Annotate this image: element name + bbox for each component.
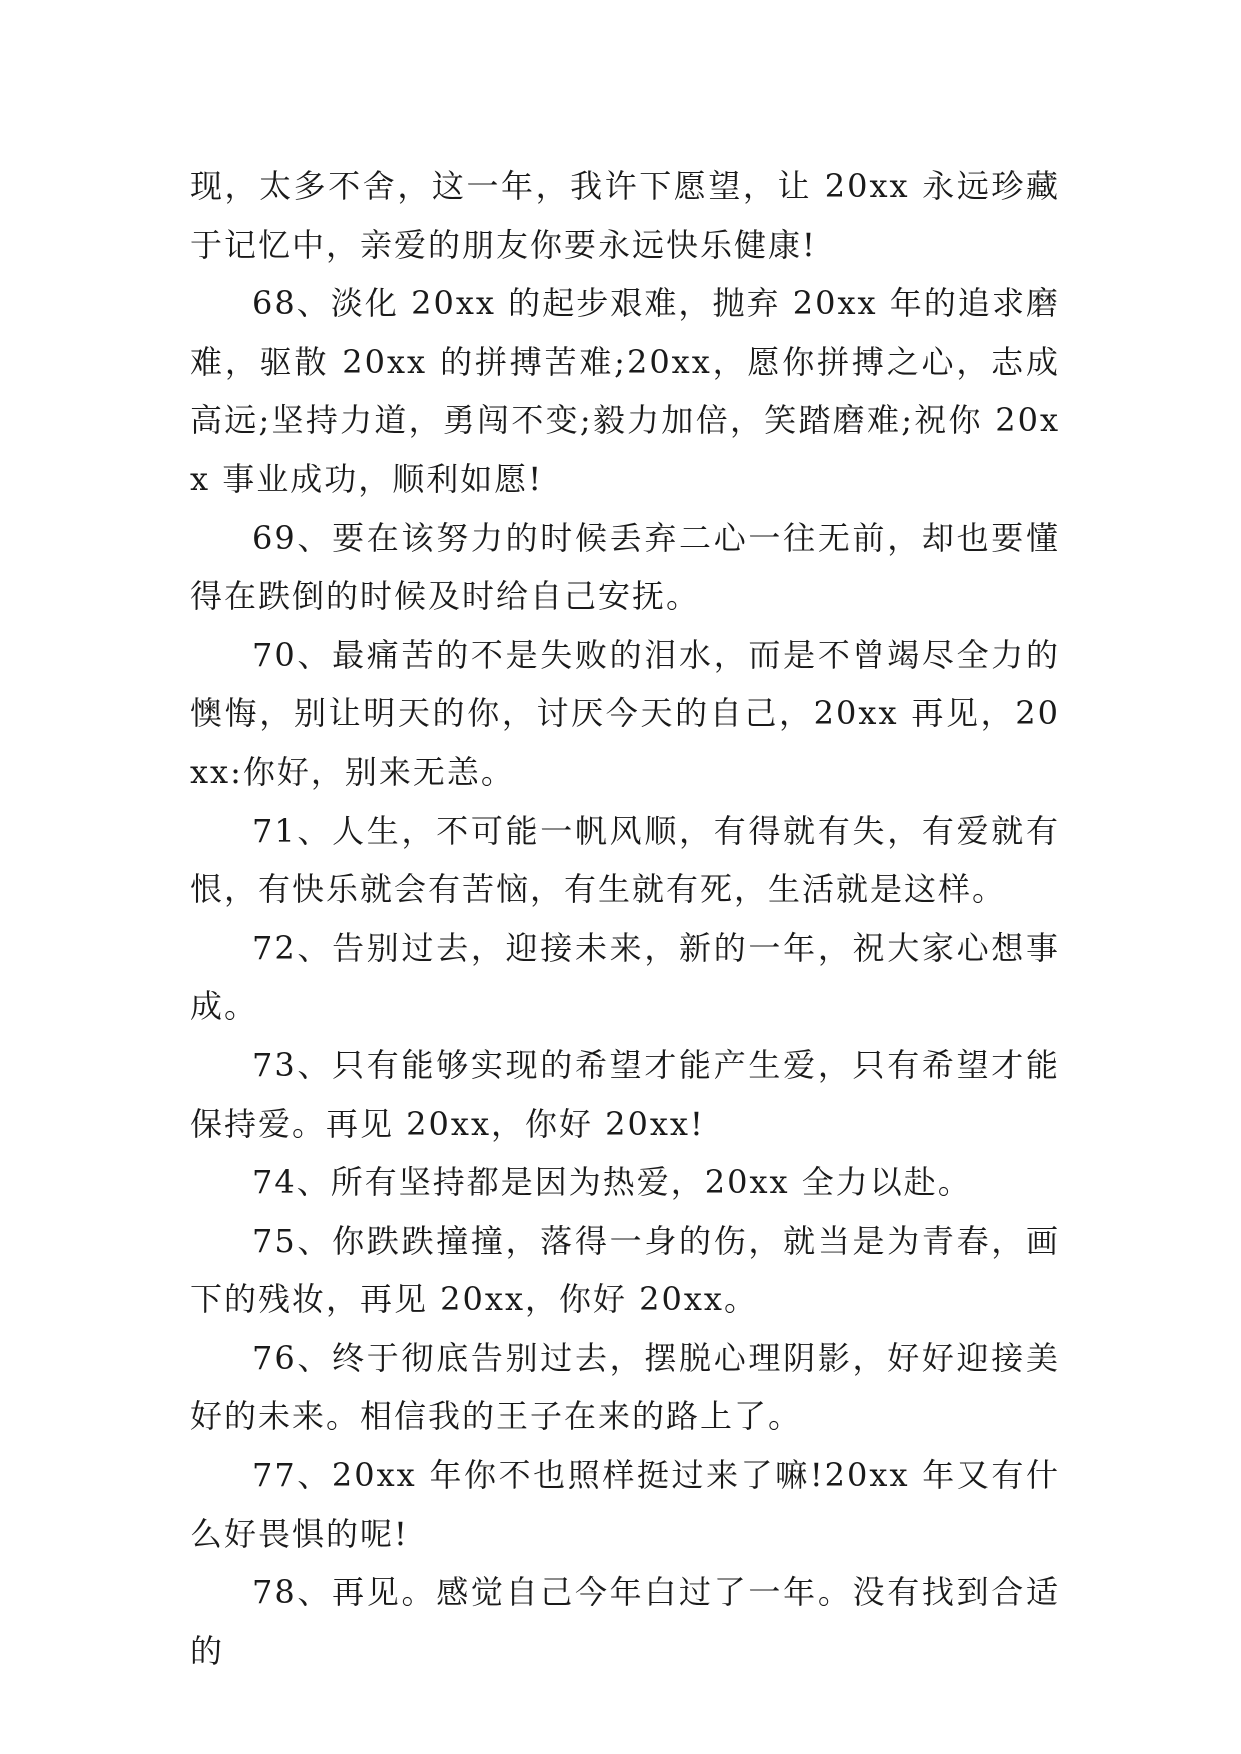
paragraph-76: 76、终于彻底告别过去，摆脱心理阴影，好好迎接美好的未来。相信我的王子在来的路上了。 bbox=[190, 1338, 1060, 1436]
document-body bbox=[190, 157, 1060, 1680]
paragraph-71: 71、人生，不可能一帆风顺，有得就有失，有爱就有恨，有快乐就会有苦恼，有生就有死，生活就是这样。 bbox=[190, 811, 1060, 909]
paragraph-73: 73、只有能够实现的希望才能产生爱，只有希望才能保持爱。再见 20xx，你好 20xx! bbox=[190, 1045, 1060, 1143]
paragraph-74: 74、所有坚持都是因为热爱，20xx 全力以赴。 bbox=[252, 1163, 972, 1202]
paragraph-continued: 现，太多不舍，这一年，我许下愿望，让 20xx 永远珍藏于记忆中，亲爱的朋友你要永远快乐健康! bbox=[190, 167, 1060, 264]
paragraph-72: 72、告别过去，迎接未来，新的一年，祝大家心想事成。 bbox=[190, 928, 1060, 1026]
paragraph-70: 70、最痛苦的不是失败的泪水，而是不曾竭尽全力的懊悔，别让明天的你，讨厌今天的自己，20xx 再见，20xx:你好，别来无恙。 bbox=[190, 635, 1060, 791]
paragraph-69: 69、要在该努力的时候丢弃二心一往无前，却也要懂得在跌倒的时候及时给自己安抚。 bbox=[190, 518, 1060, 616]
paragraph-77: 77、20xx 年你不也照样挺过来了嘛!20xx 年又有什么好畏惧的呢! bbox=[190, 1456, 1060, 1553]
paragraph-78: 78、再见。感觉自己今年白过了一年。没有找到合适的 bbox=[190, 1573, 1060, 1670]
paragraph-68: 68、淡化 20xx 的起步艰难，抛弃 20xx 年的追求磨难，驱散 20xx 的拼搏苦难;20xx，愿你拼搏之心，志成高远;坚持力道，勇闯不变;毅力加倍，笑踏磨难;祝你 20xx 事业成功，顺利如愿! bbox=[190, 284, 1060, 498]
paragraph-75: 75、你跌跌撞撞，落得一身的伤，就当是为青春，画下的残妆，再见 20xx，你好 20xx。 bbox=[190, 1221, 1060, 1319]
